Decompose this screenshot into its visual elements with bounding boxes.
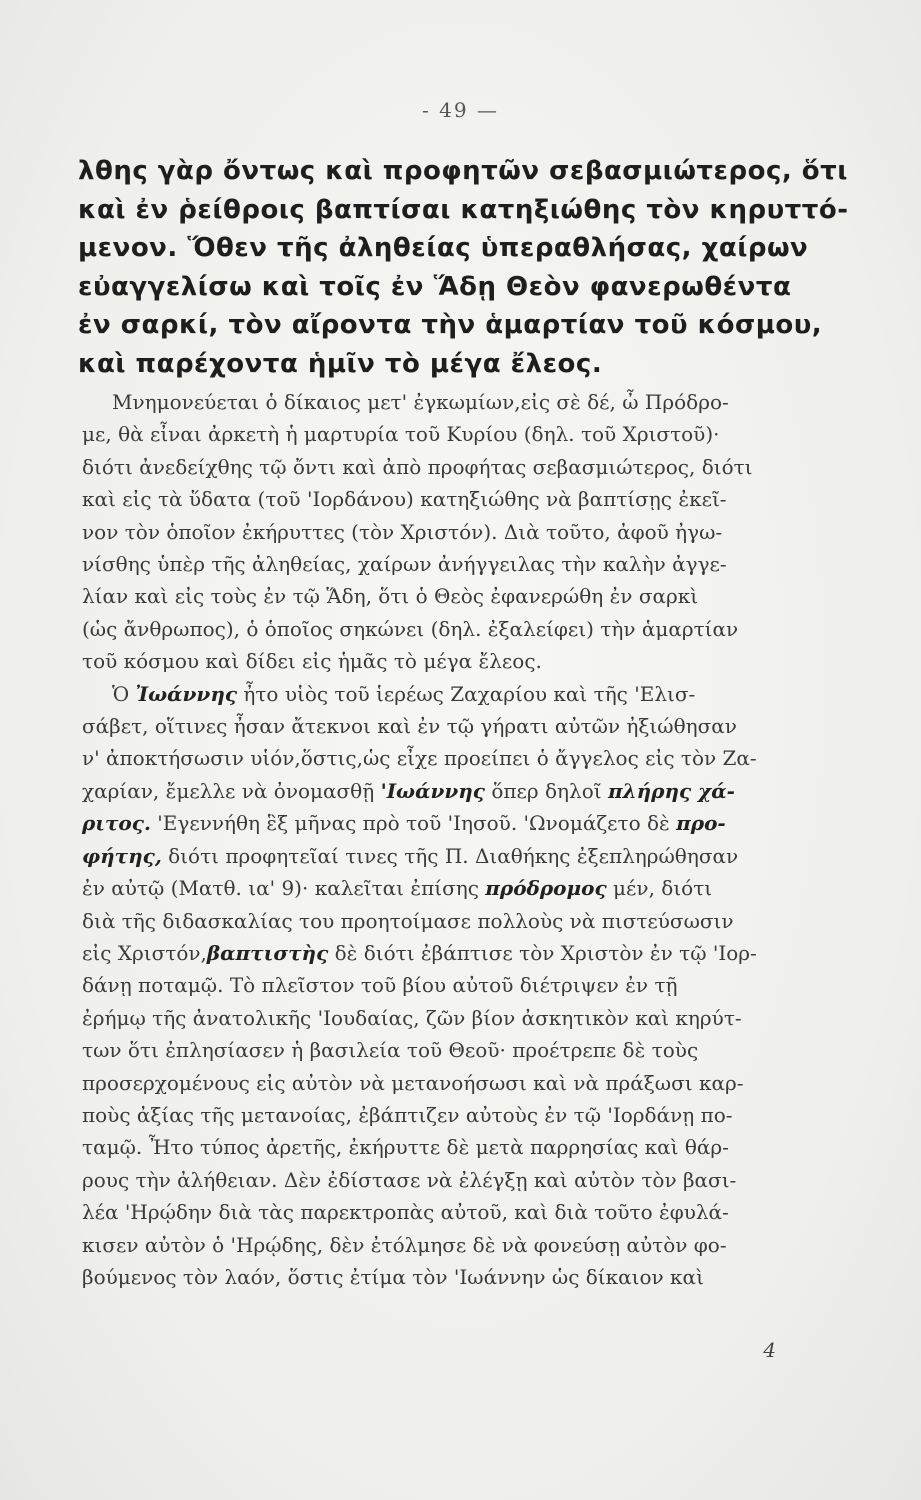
hymn-line: λθης γὰρ ὄντως καὶ προφητῶν σεβασμιώτερος, ὅτι [78, 156, 848, 186]
emphasized-term: πλήρης χά- [607, 778, 735, 803]
paragraph-line: βούμενος τὸν λαόν, ὅστις ἐτίμα τὸν 'Ιωάννην ὡς δίκαιον καὶ [82, 1264, 704, 1289]
hymn-line: καὶ ἐν ῥείθροις βαπτίσαι κατηξιώθης τὸν κηρυττό- [78, 194, 849, 225]
paragraph-line: Μνημονεύεται ὁ δίκαιος μετ' ἐγκωμίων,εἰς σὲ δέ, ὦ Πρόδρο- [112, 390, 729, 414]
paragraph-line [82, 840, 772, 872]
text-run: ἦτο υἱὸς τοῦ ἱερέως Ζαχαρίου καὶ τῆς 'Ελισ- [237, 681, 696, 706]
paragraph-line: των ὅτι ἐπλησίασεν ἡ βασιλεία τοῦ Θεοῦ· προέτρεπε δὲ τοὺς [82, 1038, 699, 1063]
emphasized-term: φήτης, [82, 843, 162, 868]
hymn-line: καὶ παρέχοντα ἡμῖν τὸ μέγα ἔλεος. [78, 348, 603, 379]
text-run: ἐν αὐτῷ (Ματθ. ια' 9)· καλεῖται ἐπίσης [82, 876, 486, 901]
text-run: δὲ διότι ἐβάπτισε τὸν Χριστὸν ἐν τῷ 'Ιορ- [328, 940, 757, 965]
paragraph-line: ρους τὴν ἀλήθειαν. Δὲν ἐδίστασε νὰ ἐλέγξῃ καὶ αὐτὸν τὸν βασι- [82, 1167, 737, 1192]
paragraph-line: κισεν αὐτὸν ὁ 'Ηρῴδης, δὲν ἐτόλμησε δὲ νὰ φονεύσῃ αὐτὸν φο- [82, 1232, 727, 1257]
paragraph-line: με, θὰ εἶναι ἀρκετὴ ἡ μαρτυρία τοῦ Κυρίου (δηλ. τοῦ Χριστοῦ)· [82, 422, 720, 447]
text-run: Ὁ [112, 681, 136, 706]
paragraph-line: λέα 'Ηρῴδην διὰ τὰς παρεκτροπὰς αὐτοῦ, καὶ διὰ τοῦτο ἐφυλά- [82, 1200, 729, 1225]
hymn-text [78, 152, 849, 383]
text-run: εἰς Χριστόν, [82, 940, 207, 965]
hymn-line: μενον. Ὅθεν τῆς ἀληθείας ὑπεραθλήσας, χαίρων [78, 233, 809, 263]
paragraph-line [82, 678, 772, 710]
paragraph-line: ν' ἀποκτήσωσιν υἱόν,ὅστις,ὡς εἶχε προείπει ὁ ἄγγελος εἰς τὸν Ζα- [82, 746, 757, 771]
paragraph-line [82, 937, 772, 969]
text-run: χαρίαν, ἔμελλε νὰ ὀνομασθῇ [82, 778, 381, 803]
paragraph-line: λίαν καὶ εἰς τοὺς ἐν τῷ Ἅδη, ὅτι ὁ Θεὸς ἐφανερώθη ἐν σαρκὶ [82, 584, 699, 609]
paragraph-line: διότι ἀνεδείχθης τῷ ὄντι καὶ ἀπὸ προφήτας σεβασμιώτερος, διότι [82, 454, 753, 479]
emphasized-term: πρόδρομος [485, 876, 607, 901]
text-run: ὅπερ δηλοῖ [484, 778, 608, 803]
paragraph-line: (ὡς ἄνθρωπος), ὁ ὁποῖος σηκώνει (δηλ. ἐξαλείφει) τὴν ἁμαρτίαν [82, 616, 739, 641]
paragraph-line: ποὺς ἀξίας τῆς μετανοίας, ἐβάπτιζεν αὐτοὺς ἐν τῷ 'Ιορδάνῃ πο- [82, 1102, 733, 1127]
paragraph-line: καὶ εἰς τὰ ὕδατα (τοῦ 'Ιορδάνου) κατηξιώθης νὰ βαπτίσῃς ἐκεῖ- [82, 487, 727, 512]
signature-mark: 4 [763, 1338, 776, 1362]
paragraph-line: διὰ τῆς διδασκαλίας του προητοίμασε πολλοὺς νὰ πιστεύσωσιν [82, 908, 734, 933]
paragraph-line: σάβετ, οἵτινες ἦσαν ἄτεκνοι καὶ ἐν τῷ γήρατι αὐτῶν ἠξιώθησαν [82, 714, 737, 739]
hymn-line: ἐν σαρκί, τὸν αἴροντα τὴν ἁμαρτίαν τοῦ κόσμου, [78, 310, 823, 340]
paragraph-line: τοῦ κόσμου καὶ δίδει εἰς ἡμᾶς τὸ μέγα ἔλεος. [82, 649, 542, 674]
paragraph-line: δάνῃ ποταμῷ. Τὸ πλεῖστον τοῦ βίου αὐτοῦ διέτριψεν ἐν τῇ [82, 973, 678, 998]
emphasized-term: ριτος. [82, 811, 151, 836]
text-run: διότι προφητεῖαί τινες τῆς Π. Διαθήκης ἐξεπληρώθησαν [161, 843, 739, 868]
paragraph-line: προσερχομένους εἰς αὐτὸν νὰ μετανοήσωσι καὶ νὰ πράξωσι καρ- [82, 1070, 744, 1095]
paragraph-line: νίσθης ὑπὲρ τῆς ἀληθείας, χαίρων ἀνήγγειλας τὴν καλὴν ἀγγε- [82, 552, 727, 577]
text-run: 'Εγεννήθη ἓξ μῆνας πρὸ τοῦ 'Ιησοῦ. 'Ωνομάζετο δὲ [150, 811, 677, 836]
paragraph-line: ἐρήμῳ τῆς ἀνατολικῆς 'Ιουδαίας, ζῶν βίον ἀσκητικὸν καὶ κηρύτ- [82, 1005, 742, 1030]
paragraph-line: ταμῷ. Ἦτο τύπος ἀρετῆς, ἐκήρυττε δὲ μετὰ παρρησίας καὶ θάρ- [82, 1135, 729, 1160]
paragraph-line: νον τὸν ὁποῖον ἐκήρυττες (τὸν Χριστόν). Διὰ τοῦτο, ἀφοῦ ἠγω- [82, 519, 723, 544]
hymn-line: εὐαγγελίσω καὶ τοῖς ἐν Ἅδῃ Θεὸν φανερωθέντα [78, 271, 792, 302]
paragraph-line [82, 807, 772, 839]
emphasized-term: προ- [676, 811, 726, 836]
emphasized-name: Ἰωάννης [135, 681, 238, 706]
paragraph-line [82, 775, 772, 807]
text-run: μέν, διότι [606, 876, 713, 901]
emphasized-term: βαπτιστὴς [206, 940, 329, 965]
commentary-text [82, 386, 772, 1293]
page-number: - 49 — [422, 98, 499, 122]
emphasized-name: 'Ιωάννης [380, 778, 485, 803]
paragraph-line [82, 872, 772, 904]
